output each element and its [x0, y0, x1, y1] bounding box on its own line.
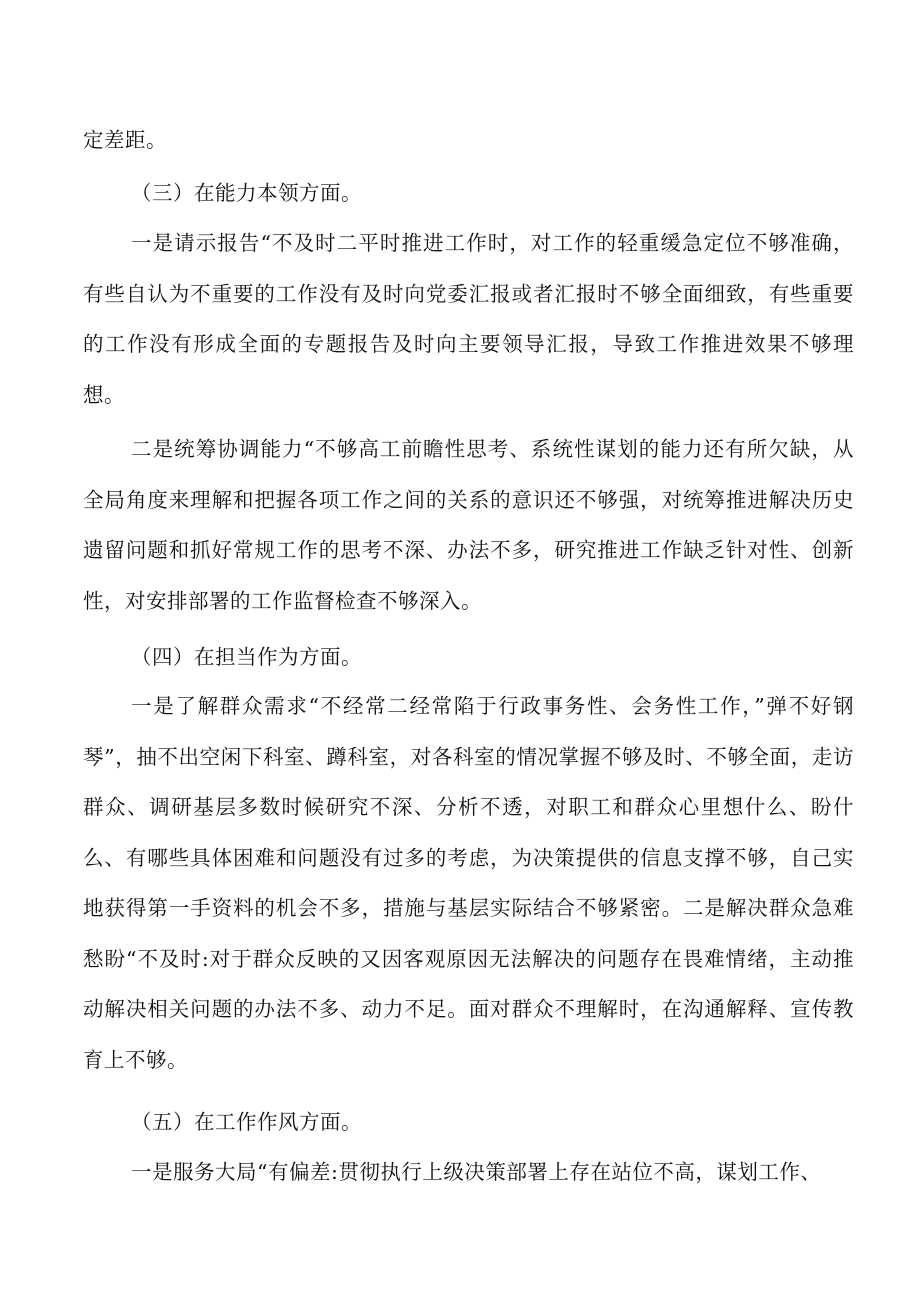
paragraph-continuation: 定差距。 — [83, 128, 167, 152]
section-heading-4: （四）在担当作为方面。 — [131, 645, 362, 669]
paragraph-work-style: 一是服务大局“有偏差:贯彻执行上级决策部署上存在站位不高，谋划工作、 — [131, 1160, 822, 1184]
section-heading-3: （三）在能力本领方面。 — [131, 181, 362, 205]
section-heading-5: （五）在工作作风方面。 — [131, 1110, 362, 1134]
paragraph-public-needs: 一是了解群众需求“不经常二经常陷于行政事务性、会务性工作，”弹不好钢琴”，抽不出空闲下科室、蹲科室，对各科室的情况掌握不够及时、不够全面，走访群众、调研基层多数时候研究不深、分析不透，对职工和群众心里想什么、盼什么、有哪些具体困难和问题没有过多的考虑，为决策提供的信息支撑不够，自己实地获得第一手资料的机会不多，措施与基层实际结合不够紧密。二是解决群众急难愁盼“不及时:对于群众反映的又因客观原因无法解决的问题存在畏难情绪，主动推动解决相关问题的办法不多、动力不足。面对群众不理解时，在沟通解释、宣传教育上不够。 — [83, 694, 854, 1072]
paragraph-reporting: 一是请示报告“不及时二平时推进工作时，对工作的轻重缓急定位不够准确，有些自认为不重要的工作没有及时向党委汇报或者汇报时不够全面细致，有些重要的工作没有形成全面的专题报告及时向主要领导汇报，导致工作推进效果不够理想。 — [83, 231, 854, 407]
paragraph-coordination: 二是统筹协调能力“不够高工前瞻性思考、系统性谋划的能力还有所欠缺，从全局角度来理解和把握各项工作之间的关系的意识还不够强，对统筹推进解决历史遗留问题和抓好常规工作的思考不深、办法不多，研究推进工作缺乏针对性、创新性，对安排部署的工作监督检查不够深入。 — [83, 437, 854, 613]
